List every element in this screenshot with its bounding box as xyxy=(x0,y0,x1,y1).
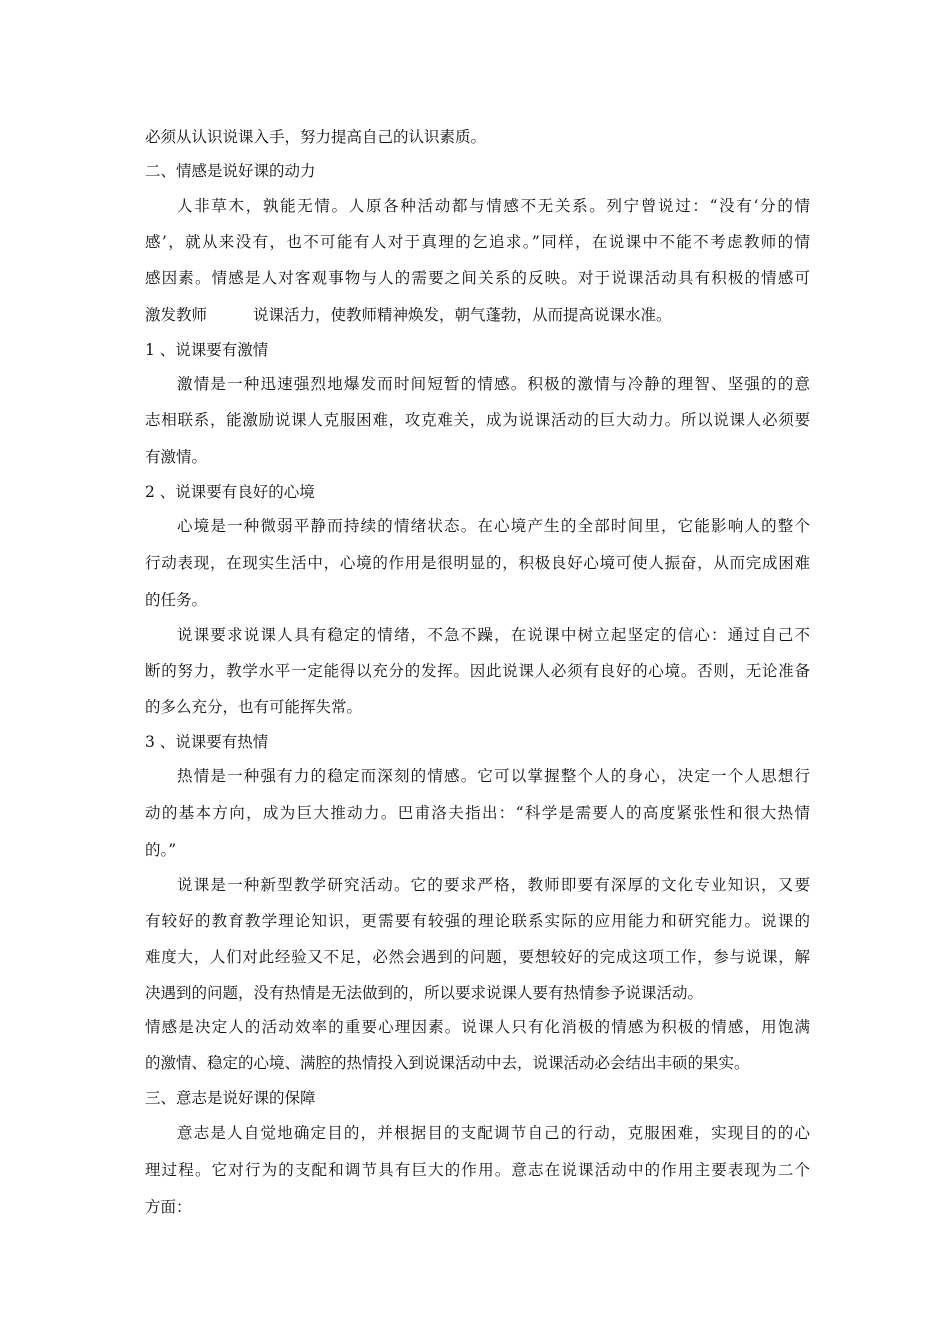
text-line: 激情是一种迅速强烈地爆发而时间短暂的情感。积极的激情与冷静的理智、坚强的的意 xyxy=(177,375,810,393)
text-line: 动的基本方向，成为巨大推动力。巴甫洛夫指出：“科学是需要人的高度紧张性和很大热情 xyxy=(145,804,810,822)
text-line: 决遇到的问题，没有热情是无法做到的，所以要求说课人要有热情参予说课活动。 xyxy=(145,984,704,1002)
text-line: 难度大，人们对此经验又不足，必然会遇到的问题，要想较好的完成这项工作，参与说课，解 xyxy=(145,948,810,966)
text-line: 必须从认识说课入手，努力提高自己的认识素质。 xyxy=(145,128,487,146)
text-line: 的。” xyxy=(145,841,177,859)
text-line: 感’，就从来没有，也不可能有人对于真理的乞追求。”同样，在说课中不能不考虑教师的情 xyxy=(145,233,810,251)
text-fragment: 激发教师 xyxy=(145,306,208,324)
text-fragment: 说课活力，使教师精神焕发，朝气蓬勃，从而提高说课水准。 xyxy=(253,306,672,324)
text-line: 行动表现，在现实生活中，心境的作用是很明显的，积极良好心境可使人振奋，从而完成困难 xyxy=(145,554,810,572)
text-line: 理过程。它对行为的支配和调节具有巨大的作用。意志在说课活动中的作用主要表现为二个 xyxy=(145,1161,810,1179)
subsection-heading: 3 、说课要有热情 xyxy=(145,733,269,751)
text-line: 感因素。情感是人对客观事物与人的需要之间关系的反映。对于说课活动具有积极的情感可 xyxy=(145,269,810,287)
subsection-heading: 1 、说课要有激情 xyxy=(145,341,269,359)
section-heading: 三、意志是说好课的保障 xyxy=(145,1089,316,1107)
text-line: 断的努力，教学水平一定能得以充分的发挥。因此说课人必须有良好的心境。否则，无论准备 xyxy=(145,662,810,680)
subsection-heading: 2 、说课要有良好的心境 xyxy=(145,483,315,501)
text-line: 方面： xyxy=(145,1198,192,1216)
text-line: 的激情、稳定的心境、满腔的热情投入到说课活动中去，说课活动必会结出丰硕的果实。 xyxy=(145,1054,750,1072)
text-line: 说课是一种新型教学研究活动。它的要求严格，教师即要有深厚的文化专业知识，又要 xyxy=(177,876,810,894)
text-line: 的任务。 xyxy=(145,591,208,609)
text-line: 有较好的教育教学理论知识，更需要有较强的理论联系实际的应用能力和研究能力。说课的 xyxy=(145,912,810,930)
text-line: 心境是一种微弱平静而持续的情绪状态。在心境产生的全部时间里，它能影响人的整个 xyxy=(177,517,810,535)
section-heading: 二、情感是说好课的动力 xyxy=(145,162,316,180)
text-line: 意志是人自觉地确定目的，并根据目的支配调节自己的行动，克服困难，实现目的的心 xyxy=(177,1124,810,1142)
text-line xyxy=(145,305,810,325)
text-line: 情感是决定人的活动效率的重要心理因素。说课人只有化消极的情感为积极的情感，用饱满 xyxy=(145,1018,810,1036)
text-line: 人非草木，孰能无情。人原各种活动都与情感不无关系。列宁曾说过：“没有‘分的情 xyxy=(177,197,810,215)
text-line: 的多么充分，也有可能挥失常。 xyxy=(145,698,363,716)
text-line: 有激情。 xyxy=(145,448,208,466)
text-line: 热情是一种强有力的稳定而深刻的情感。它可以掌握整个人的身心，决定一个人思想行 xyxy=(177,767,810,785)
text-line: 志相联系，能激励说课人克服困难，攻克难关，成为说课活动的巨大动力。所以说课人必须要 xyxy=(145,411,810,429)
text-line: 说课要求说课人具有稳定的情绪，不急不躁，在说课中树立起坚定的信心：通过自己不 xyxy=(177,626,810,644)
